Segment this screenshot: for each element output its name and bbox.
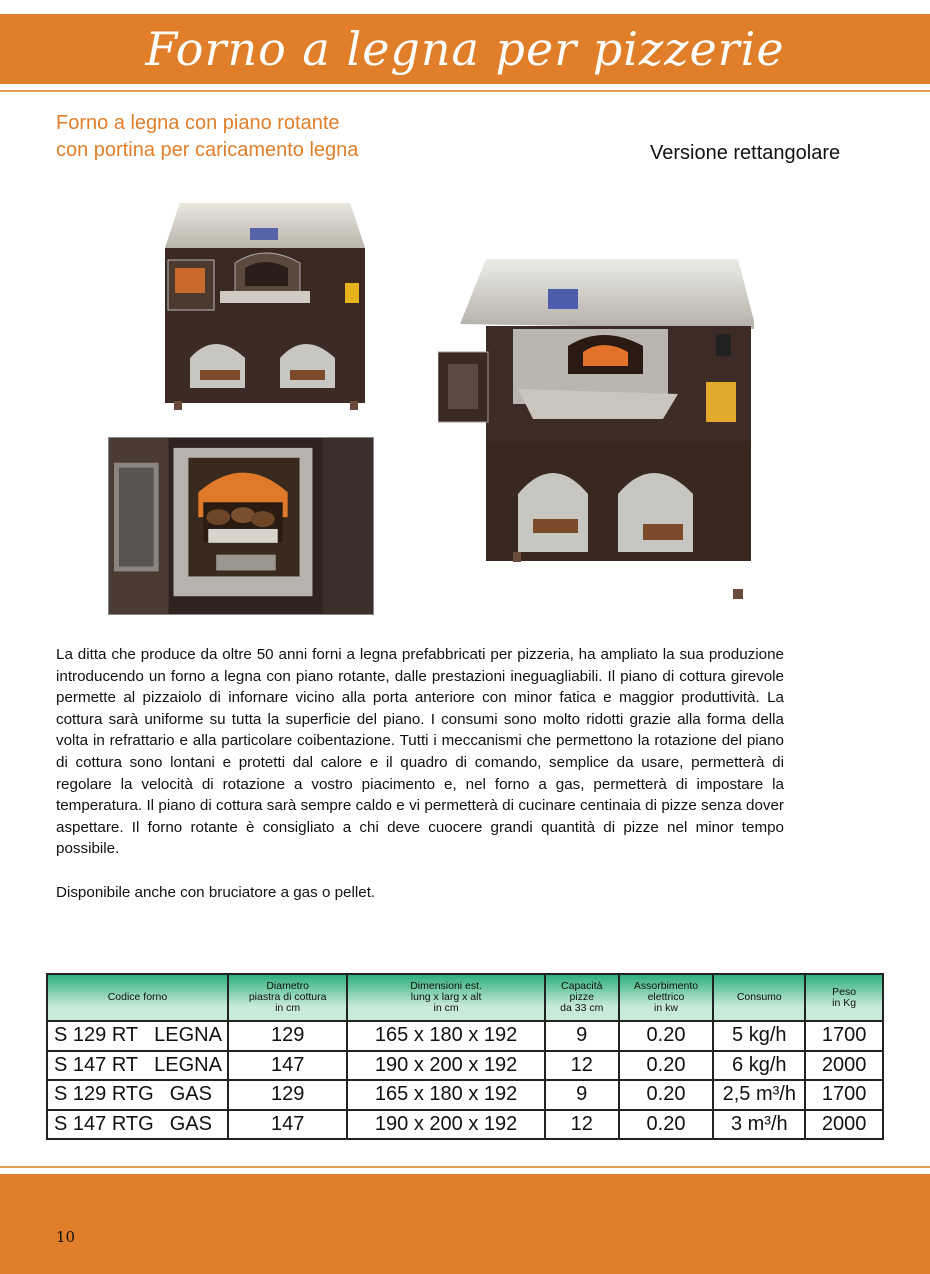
- cell-capacity: 9: [545, 1021, 619, 1051]
- cell-power: 0.20: [619, 1080, 714, 1110]
- header-dimensions-line-3: in cm: [433, 1002, 459, 1014]
- subtitle-line-1: Forno a legna con piano rotante: [56, 112, 340, 134]
- header-diameter-line-1: Diametro: [266, 980, 309, 992]
- header-code: Codice forno: [47, 974, 228, 1021]
- model-code: S 147 RT: [54, 1053, 139, 1076]
- firewood-door-photo: [108, 437, 374, 615]
- header-power-line-1: Assorbimento: [633, 980, 699, 992]
- fuel-type: GAS: [169, 1112, 212, 1135]
- header-weight-line-1: Peso: [832, 985, 857, 998]
- cell-dimensions: 190 x 200 x 192: [347, 1051, 545, 1081]
- cell-power: 0.20: [619, 1110, 714, 1140]
- header-dimensions: [347, 974, 545, 1021]
- fuel-type: GAS: [169, 1083, 212, 1106]
- cell-diameter: 147: [228, 1051, 347, 1081]
- cell-weight: 2000: [805, 1110, 883, 1140]
- cell-code: [47, 1110, 228, 1140]
- description-paragraph-2: Disponibile anche con bruciatore a gas o pellet.: [56, 883, 376, 901]
- cell-consumption: 2,5 m³/h: [713, 1080, 805, 1110]
- cell-diameter: 129: [228, 1080, 347, 1110]
- footer-divider: [0, 1166, 930, 1168]
- table-row: [47, 1021, 883, 1051]
- header-weight: [805, 974, 883, 1021]
- table-row: [47, 1051, 883, 1081]
- oven-photo-rectangular: [438, 234, 754, 600]
- cell-dimensions: 190 x 200 x 192: [347, 1110, 545, 1140]
- cell-power: 0.20: [619, 1051, 714, 1081]
- cell-capacity: 9: [545, 1080, 619, 1110]
- model-code: S 129 RT: [54, 1024, 139, 1047]
- header-power: [619, 974, 714, 1021]
- page-title: Forno a legna per pizzerie: [145, 22, 785, 76]
- page-number: 10: [56, 1228, 76, 1246]
- table-row: [47, 1080, 883, 1110]
- subtitle: [56, 110, 358, 164]
- cell-dimensions: 165 x 180 x 192: [347, 1021, 545, 1051]
- header-power-line-3: in kw: [654, 1002, 678, 1014]
- header-capacity-line-1: Capacità: [561, 980, 603, 992]
- header-diameter-line-2: piastra di cottura: [248, 991, 327, 1003]
- footer-band: [0, 1174, 930, 1274]
- header-power-line-2: elettrico: [647, 991, 685, 1003]
- cell-consumption: 3 m³/h: [713, 1110, 805, 1140]
- fuel-type: LEGNA: [154, 1053, 222, 1076]
- fuel-type: LEGNA: [154, 1024, 222, 1047]
- cell-code: [47, 1051, 228, 1081]
- header-dimensions-line-1: Dimensioni est.: [410, 980, 482, 992]
- cell-weight: 1700: [805, 1021, 883, 1051]
- cell-dimensions: 165 x 180 x 192: [347, 1080, 545, 1110]
- header-divider: [0, 90, 930, 92]
- model-code: S 147 RTG: [54, 1112, 154, 1135]
- subtitle-line-2: con portina per caricamento legna: [56, 139, 359, 161]
- cell-diameter: 147: [228, 1110, 347, 1140]
- cell-code: [47, 1021, 228, 1051]
- description-paragraph-1: La ditta che produce da oltre 50 anni forni a legna prefabbricati per pizzeria, ha ampliato la sua produzione introducendo un forno a legna con piano rotante, dalle prestazioni ineguagliabili. Il piano di cottura girevole permette al pizzaiolo di infornare vicino alla porta anteriore con minor fatica e maggior produttività. La cottura sarà uniforme su tutta la superficie del piano. I consumi sono molto ridotti grazie alla forma della volta in refrattario e alla particolare coibentazione. Tutti i meccanismi che permettono la rotazione del piano di cottura sono lontani e protetti dal calore e il quadro di comando, semplice da usare, permetterà di regolare la velocità di rotazione a vostro piacimento e, nel forno a gas, permetterà di impostare la temperatura. Il piano di cottura sarà sempre caldo e vi permetterà di cucinare centinaia di pizze senza dover aspettare. Il forno rotante è consigliato a chi deve cuocere grandi quantità di pizze nel minor tempo possibile.: [56, 646, 784, 858]
- cell-capacity: 12: [545, 1110, 619, 1140]
- header-weight-line-2: in Kg: [832, 996, 857, 1009]
- cell-power: 0.20: [619, 1021, 714, 1051]
- header-capacity-line-3: da 33 cm: [560, 1002, 604, 1014]
- header-capacity-line-2: pizze: [569, 991, 594, 1003]
- cell-capacity: 12: [545, 1051, 619, 1081]
- model-code: S 129 RTG: [54, 1083, 154, 1106]
- header-diameter-line-3: in cm: [275, 1002, 301, 1014]
- oven-photo: [160, 198, 370, 412]
- cell-diameter: 129: [228, 1021, 347, 1051]
- spec-table: [46, 973, 884, 1140]
- header-consumption: Consumo: [713, 974, 805, 1021]
- header-diameter: [228, 974, 347, 1021]
- cell-weight: 1700: [805, 1080, 883, 1110]
- cell-code: [47, 1080, 228, 1110]
- header-capacity: [545, 974, 619, 1021]
- cell-weight: 2000: [805, 1051, 883, 1081]
- description: [56, 644, 784, 925]
- header-dimensions-line-2: lung x larg x alt: [410, 991, 482, 1003]
- version-label: Versione rettangolare: [650, 142, 841, 164]
- cell-consumption: 5 kg/h: [713, 1021, 805, 1051]
- cell-consumption: 6 kg/h: [713, 1051, 805, 1081]
- table-row: [47, 1110, 883, 1140]
- table-header-row: [47, 974, 883, 1021]
